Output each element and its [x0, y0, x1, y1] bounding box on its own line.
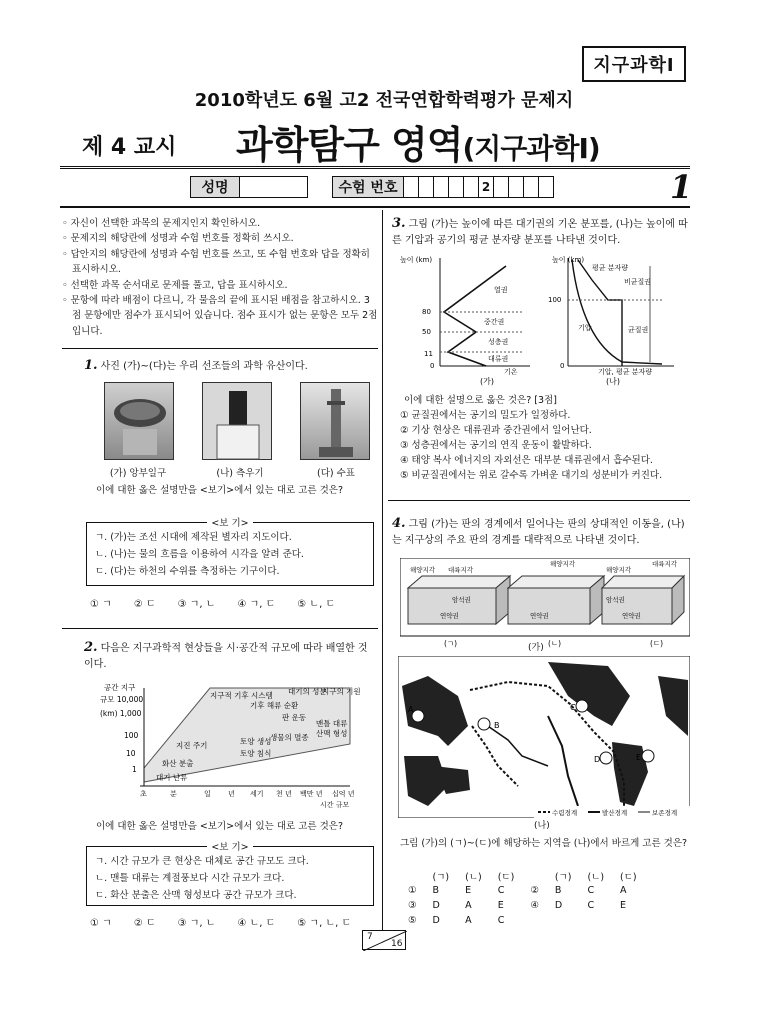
svg-text:천 년: 천 년: [276, 790, 292, 798]
svg-text:대기 난류: 대기 난류: [156, 773, 188, 782]
angbuilgu-photo: [104, 382, 174, 460]
name-label: 성명: [190, 176, 240, 198]
q3-rule: [388, 500, 690, 501]
photo-caption: (다) 수표: [317, 468, 355, 479]
q1-example-box: <보 기> ㄱ. (가)는 조선 시대에 제작된 별자리 지도이다. ㄴ. (나)는 물의 흐름을 이용하여 시각을 알려 준다. ㄷ. (다)는 하천의 수위를 측정하는 기구이다.: [86, 522, 374, 586]
choice-4[interactable]: ④ ㄴ, ㄷ: [237, 918, 276, 929]
instruction-item: ◦ 문항에 따라 배점이 다르니, 각 물음의 끝에 표시된 배점을 참고하시오. 3점 문항에만 점수가 표시되어 있습니다. 점수 표시가 없는 문항은 모두 2점입니다.: [62, 295, 378, 337]
svg-text:1: 1: [132, 765, 137, 774]
svg-text:대기의 성분: 대기의 성분: [288, 687, 327, 696]
scale-chart: [100, 682, 370, 812]
water-gauge-photo: [300, 382, 370, 460]
svg-text:기온: 기온: [504, 368, 518, 376]
block-b: [508, 559, 604, 648]
choice-3[interactable]: ③ ㄱ, ㄴ: [177, 599, 216, 610]
svg-text:초: 초: [140, 790, 147, 798]
choice-1[interactable]: ① ㄱ: [90, 599, 112, 610]
table-row[interactable]: ① B E C ② B C A: [408, 885, 627, 896]
svg-text:A: A: [408, 705, 414, 714]
choice-1[interactable]: ① ㄱ: [90, 918, 112, 929]
svg-text:화산 분출: 화산 분출: [162, 759, 194, 768]
svg-text:(ㄴ): (ㄴ): [548, 639, 562, 648]
svg-text:80: 80: [422, 308, 431, 316]
svg-text:해양지각: 해양지각: [550, 560, 576, 568]
svg-text:10: 10: [126, 749, 136, 758]
svg-text:보존경계: 보존경계: [652, 809, 678, 817]
q2-ask: 이에 대한 옳은 설명만을 <보기>에서 있는 대로 고른 것은?: [96, 821, 344, 832]
exam-no-cell[interactable]: [509, 176, 524, 198]
exam-title: 2010학년도 6월 고2 전국연합학력평가 문제지: [194, 90, 574, 111]
svg-text:0: 0: [430, 362, 435, 370]
page-number: 1: [670, 168, 693, 206]
header-rule: [60, 166, 690, 169]
atmosphere-figures: [392, 250, 692, 388]
section-title: 과학탐구 영역(지구과학Ⅰ): [236, 123, 600, 167]
svg-text:중간권: 중간권: [484, 318, 505, 326]
q1-stem: 1. 사진 (가)~(다)는 우리 선조들의 과학 유산이다.: [84, 358, 308, 373]
instructions: [62, 216, 378, 339]
choice-2[interactable]: ② ㄷ: [133, 918, 156, 929]
q3-ask: 이에 대한 설명으로 옳은 것은? [3점]: [404, 395, 557, 406]
plate-map: [398, 656, 690, 818]
svg-text:지구의 기원: 지구의 기원: [322, 687, 361, 696]
svg-text:토양 침식: 토양 침식: [240, 749, 272, 758]
exam-no-cell[interactable]: [449, 176, 464, 198]
plate-boundary-blocks: [400, 558, 690, 650]
svg-text:세기: 세기: [250, 790, 264, 798]
svg-text:대륙지각: 대륙지각: [652, 560, 678, 568]
name-field[interactable]: [240, 176, 308, 198]
q4-stem: 4. 그림 (가)는 판의 경계에서 일어나는 판의 상대적인 이동을, (나)는 지구상의 주요 판의 경계를 대략적으로 나타낸 것이다.: [392, 516, 685, 546]
svg-text:0: 0: [560, 362, 565, 370]
choice-4[interactable]: ④ ㄱ, ㄷ: [237, 599, 276, 610]
svg-text:D: D: [594, 755, 601, 764]
svg-text:(km) 1,000: (km) 1,000: [100, 709, 142, 718]
q2-stem: 2. 다음은 지구과학적 현상들을 시·공간적 규모에 따라 배열한 것이다.: [84, 640, 368, 670]
example-item: ㄴ. (나)는 물의 흐름을 이용하여 시각을 알려 준다.: [95, 549, 304, 560]
svg-text:C: C: [570, 703, 576, 712]
photo-caption: (나) 측우기: [216, 468, 264, 479]
q1-ask: 이에 대한 옳은 설명만을 <보기>에서 있는 대로 고른 것은?: [96, 485, 344, 496]
svg-text:50: 50: [422, 328, 431, 336]
svg-text:(ㄷ): (ㄷ): [650, 639, 664, 648]
instruction-item: ◦ 선택한 과목 순서대로 문제를 풀고, 답을 표시하시오.: [62, 279, 288, 291]
svg-text:분: 분: [170, 790, 177, 798]
svg-text:높이 (km): 높이 (km): [400, 256, 433, 264]
example-item: ㄴ. 맨틀 대류는 계절풍보다 시간 규모가 크다.: [95, 873, 285, 884]
svg-text:년: 년: [228, 790, 235, 798]
header-bottom-rule: [60, 206, 690, 208]
example-item: ㄱ. (가)는 조선 시대에 제작된 별자리 지도이다.: [95, 532, 292, 543]
column-divider: [382, 210, 383, 930]
q3-stem: 3. 그림 (가)는 높이에 따른 대기권의 기온 분포를, (나)는 높이에 따른 기압과 공기의 평균 분자량 분포를 나타낸 것이다.: [392, 216, 688, 246]
svg-text:시간 규모: 시간 규모: [320, 801, 350, 809]
exam-no-cell[interactable]: [539, 176, 554, 198]
photo-caption: (가) 앙부일구: [109, 468, 167, 479]
svg-text:백만 년: 백만 년: [300, 790, 323, 798]
svg-text:높이 (km): 높이 (km): [552, 256, 585, 264]
option-2[interactable]: ② 기상 현상은 대류권과 중간권에서 일어난다.: [400, 425, 592, 436]
svg-text:균질권: 균질권: [628, 326, 649, 334]
figure-ga-label: (가): [528, 643, 544, 653]
q1-choices: [90, 595, 357, 610]
exam-no-label: 수험 번호: [332, 176, 404, 198]
figure-na-label: (나): [534, 821, 550, 831]
svg-text:평균 분자량: 평균 분자량: [592, 264, 629, 272]
example-item: ㄷ. (다)는 하천의 수위를 측정하는 기구이다.: [95, 566, 280, 577]
rain-gauge-photo: [202, 382, 272, 460]
svg-text:생물의 멸종: 생물의 멸종: [270, 733, 309, 742]
svg-text:일: 일: [204, 790, 211, 798]
name-exam-row: [190, 176, 554, 198]
svg-text:토양 생성: 토양 생성: [240, 737, 272, 746]
table-header-row: (ㄱ) (ㄴ) (ㄷ) (ㄱ) (ㄴ) (ㄷ): [432, 871, 637, 883]
exam-no-cell[interactable]: [524, 176, 539, 198]
svg-text:기압: 기압: [578, 324, 592, 332]
svg-text:암석권: 암석권: [606, 596, 625, 604]
option-4[interactable]: ④ 태양 복사 에너지의 자외선은 대부분 대류권에서 흡수된다.: [400, 455, 653, 466]
svg-text:열권: 열권: [494, 286, 508, 294]
option-5[interactable]: ⑤ 비균질권에서는 위로 갈수록 가벼운 대기의 성분비가 커진다.: [400, 470, 663, 481]
table-row[interactable]: ③ D A E ④ D C E: [408, 900, 627, 911]
svg-text:해양지각: 해양지각: [410, 566, 436, 574]
q1-rule: [62, 628, 378, 629]
choice-5[interactable]: ⑤ ㄱ, ㄴ, ㄷ: [297, 918, 352, 929]
svg-text:연약권: 연약권: [622, 612, 641, 620]
q2-choices: [90, 914, 373, 929]
notes-rule: [62, 348, 378, 349]
exam-no-cell[interactable]: [494, 176, 509, 198]
svg-text:E: E: [636, 753, 642, 762]
svg-text:십억 년: 십억 년: [332, 790, 355, 798]
svg-text:100: 100: [548, 296, 562, 304]
block-c: [602, 559, 684, 648]
svg-text:기후 해류 순환: 기후 해류 순환: [250, 701, 299, 710]
exam-no-cell[interactable]: [404, 176, 419, 198]
svg-text:판 운동: 판 운동: [282, 713, 307, 722]
svg-text:연약권: 연약권: [440, 612, 459, 620]
svg-text:11: 11: [424, 350, 433, 358]
svg-text:기압, 평균 분자량: 기압, 평균 분자량: [598, 368, 653, 376]
example-item: ㄱ. 시간 규모가 큰 현상은 대체로 공간 규모도 크다.: [95, 856, 309, 867]
y-axis-label: 공간 지구: [104, 683, 136, 692]
svg-text:발산경계: 발산경계: [602, 809, 628, 817]
svg-text:해양지각: 해양지각: [606, 566, 632, 574]
instruction-item: ◦ 답안지의 해당란에 성명과 수험 번호를 쓰고, 또 수험 번호와 답을 정확히 표시하시오.: [62, 248, 370, 276]
choice-3[interactable]: ③ ㄱ, ㄴ: [177, 918, 216, 929]
subject-box: 지구과학Ⅰ: [582, 46, 686, 82]
svg-text:(ㄱ): (ㄱ): [444, 639, 458, 648]
exam-no-cell[interactable]: [419, 176, 434, 198]
svg-text:수렴경계: 수렴경계: [552, 809, 578, 817]
svg-text:암석권: 암석권: [452, 596, 471, 604]
page-counter: 7 16: [362, 930, 406, 950]
example-item: ㄷ. 화산 분출은 산맥 형성보다 공간 규모가 크다.: [95, 890, 297, 901]
figure-na-label: (나): [606, 377, 620, 386]
svg-text:연약권: 연약권: [530, 612, 549, 620]
svg-text:규모 10,000: 규모 10,000: [100, 695, 144, 704]
q4-answer-table: [400, 868, 645, 928]
svg-text:지구적 기후 시스템: 지구적 기후 시스템: [210, 691, 273, 700]
q3-options: [400, 408, 692, 483]
svg-text:산맥 형성: 산맥 형성: [316, 729, 348, 738]
choice-2[interactable]: ② ㄷ: [133, 599, 156, 610]
svg-text:맨틀 대류: 맨틀 대류: [316, 719, 348, 728]
svg-text:성층권: 성층권: [488, 338, 509, 346]
svg-text:지진 주기: 지진 주기: [176, 741, 208, 750]
table-row[interactable]: ⑤ D A C: [408, 915, 505, 926]
exam-no-digit: 2: [479, 176, 494, 198]
svg-text:대류권: 대류권: [488, 355, 509, 363]
choice-5[interactable]: ⑤ ㄴ, ㄷ: [297, 599, 336, 610]
q4-ask: 그림 (가)의 (ㄱ)~(ㄷ)에 해당하는 지역을 (나)에서 바르게 고른 것은?: [400, 838, 688, 849]
option-3[interactable]: ③ 성층권에서는 공기의 연직 운동이 활발하다.: [400, 440, 592, 451]
exam-no-cell[interactable]: [434, 176, 449, 198]
period-label: 제 4 교시: [82, 135, 177, 160]
svg-text:비균질권: 비균질권: [624, 278, 652, 286]
q2-example-box: <보 기> ㄱ. 시간 규모가 큰 현상은 대체로 공간 규모도 크다. ㄴ. 맨틀 대류는 계절풍보다 시간 규모가 크다. ㄷ. 화산 분출은 산맥 형성보다 공간 규모가 크다.: [86, 846, 374, 906]
instruction-item: ◦ 문제지의 해당란에 성명과 수험 번호를 정확히 쓰시오.: [62, 233, 294, 245]
svg-text:대륙지각: 대륙지각: [448, 566, 474, 574]
instruction-item: ◦ 자신이 선택한 과목의 문제지인지 확인하시오.: [62, 218, 261, 229]
exam-no-cell[interactable]: [464, 176, 479, 198]
figure-ga-label: (가): [480, 377, 494, 386]
option-1[interactable]: ① 균질권에서는 공기의 밀도가 일정하다.: [400, 410, 571, 421]
svg-text:100: 100: [124, 731, 139, 740]
svg-text:B: B: [494, 721, 500, 730]
